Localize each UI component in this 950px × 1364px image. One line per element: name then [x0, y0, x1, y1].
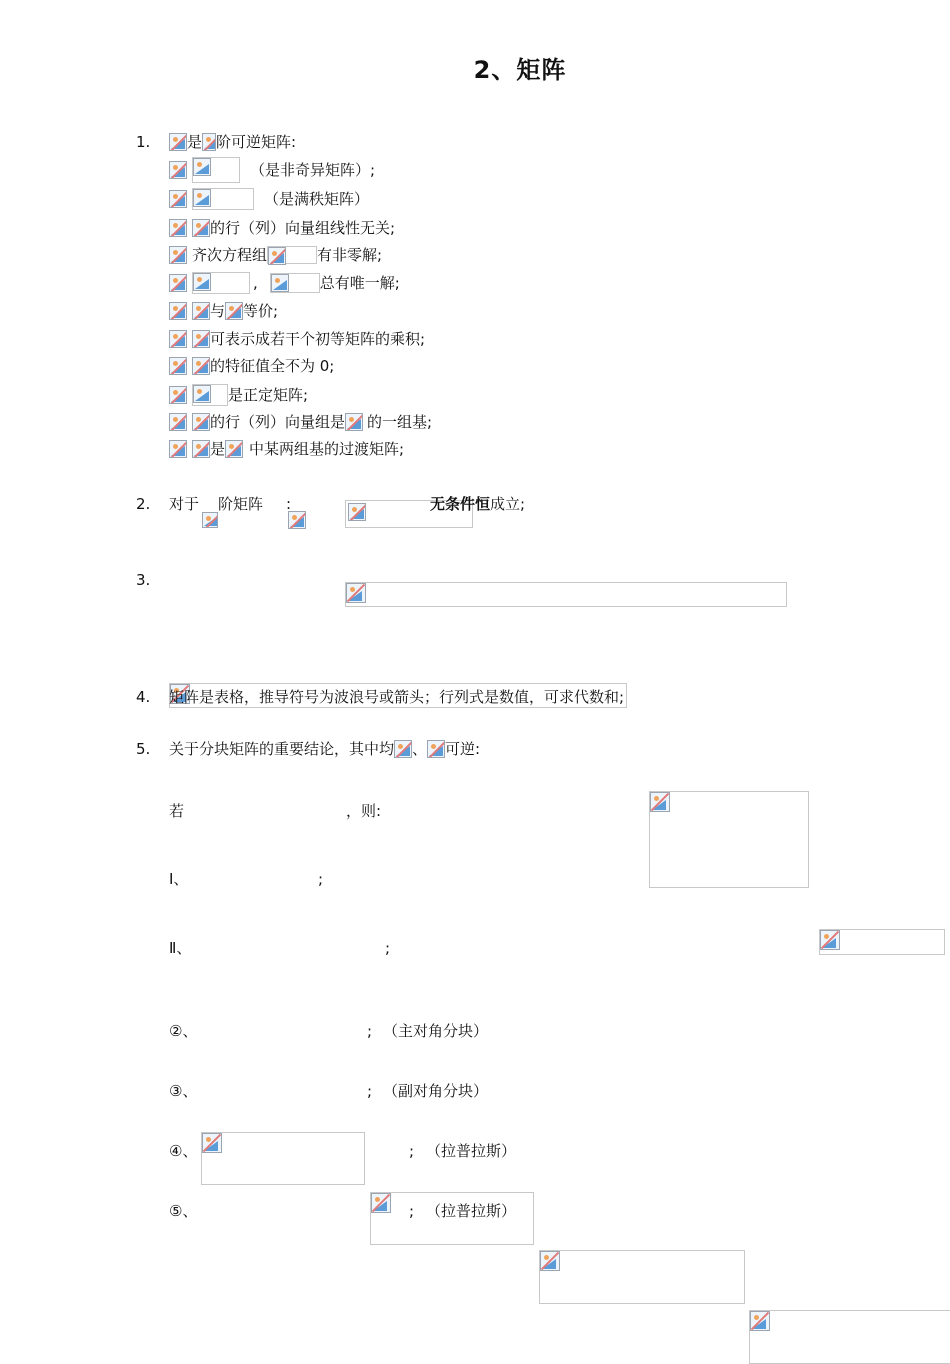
s1-line-11 — [169, 439, 404, 459]
item-number-5: 5. — [136, 740, 151, 758]
broken-image-icon — [345, 413, 365, 431]
s1-line-2 — [169, 188, 369, 210]
s5-ze: ，则: — [346, 802, 382, 820]
s1-line-7 — [169, 329, 425, 349]
s1-line-10-text-a: 的行（列）向量组是 — [210, 413, 346, 431]
s1-line-8 — [169, 356, 334, 376]
s1-line-11-text-b: 中某两组基的过渡矩阵; — [249, 440, 405, 458]
broken-image-icon — [427, 740, 445, 758]
formula-image — [192, 188, 254, 210]
s5-lead-text-a: 关于分块矩阵的重要结论，其中均 — [169, 740, 395, 758]
broken-image-icon — [394, 740, 412, 758]
broken-image-icon — [169, 357, 189, 375]
s1-lead — [169, 132, 296, 152]
s1-line-6-text-b: 等价; — [243, 302, 279, 320]
s5-label-5: ⑤、 — [169, 1202, 198, 1220]
s5-label-ii: Ⅱ、 — [169, 939, 192, 957]
broken-image-icon — [169, 413, 189, 431]
broken-image-icon — [192, 413, 210, 431]
s1-lead-text-a: 是 — [187, 133, 203, 151]
broken-image-icon — [192, 302, 210, 320]
s1-line-2-text: （是满秩矩阵） — [264, 190, 370, 208]
s5-semi-4: ; — [409, 1142, 415, 1160]
broken-image-icon — [192, 219, 210, 237]
broken-image-icon — [169, 133, 187, 151]
s2-text-c — [430, 494, 525, 514]
broken-image-icon — [192, 357, 210, 375]
formula-image — [192, 384, 228, 406]
s1-lead-text-b: 阶可逆矩阵: — [216, 133, 297, 151]
s1-line-9-text: 是正定矩阵; — [228, 386, 309, 404]
s5-ruo: 若 — [169, 802, 185, 820]
s2-bold: 无条件恒 — [430, 495, 491, 513]
formula-image — [267, 246, 317, 264]
broken-image-icon — [192, 440, 210, 458]
formula-image — [819, 929, 945, 955]
broken-image-icon — [225, 440, 245, 458]
s2-colon: : — [286, 495, 292, 513]
broken-image-icon — [202, 512, 218, 528]
s1-line-5-text: 总有唯一解; — [319, 274, 400, 292]
item-number-2: 2. — [136, 495, 151, 513]
s1-line-4-text-b: 有非零解; — [317, 246, 383, 264]
formula-image — [649, 791, 809, 888]
s5-label-2: ②、 — [169, 1022, 198, 1040]
s2-text-b: 阶矩阵 — [218, 495, 264, 513]
broken-image-icon — [169, 274, 189, 292]
s1-line-10-text-b: 的一组基; — [367, 413, 433, 431]
item-number-1: 1. — [136, 133, 151, 151]
s5-note-4: （拉普拉斯） — [426, 1142, 517, 1160]
formula-image — [192, 272, 250, 294]
s1-line-6-text-a: 与 — [210, 302, 226, 320]
broken-image-icon — [202, 133, 216, 151]
broken-image-icon — [169, 246, 189, 264]
s5-semi-ii: ; — [385, 939, 391, 957]
formula-image — [192, 157, 240, 183]
s5-lead-sep: 、 — [412, 740, 428, 758]
broken-image-icon — [169, 219, 189, 237]
broken-image-icon — [169, 190, 189, 208]
s5-note-3: （副对角分块） — [383, 1082, 489, 1100]
s5-label-i: Ⅰ、 — [169, 870, 189, 888]
broken-image-icon — [169, 302, 189, 320]
s5-semi-2: ; — [367, 1022, 373, 1040]
s5-label-4: ④、 — [169, 1142, 198, 1160]
formula-image — [345, 582, 787, 607]
s5-semi-i: ; — [318, 870, 324, 888]
s1-line-5 — [169, 272, 400, 294]
broken-image-icon — [225, 302, 243, 320]
page-title: 2、矩阵 — [473, 56, 567, 84]
s5-semi-3: ; — [367, 1082, 373, 1100]
s1-line-1 — [169, 157, 375, 183]
s5-label-3: ③、 — [169, 1082, 198, 1100]
s4-text: 矩阵是表格，推导符号为波浪号或箭头；行列式是数值，可求代数和; — [169, 688, 625, 706]
s1-line-4-text-a: 齐次方程组 — [192, 246, 268, 264]
s1-line-8-text: 的特征值全不为 0; — [210, 357, 335, 375]
broken-image-icon — [192, 330, 210, 348]
formula-image — [749, 1310, 950, 1364]
broken-image-icon — [169, 440, 189, 458]
broken-image-icon — [169, 161, 189, 179]
s1-line-11-text-a: 是 — [210, 440, 226, 458]
s5-lead-text-b: 可逆: — [445, 740, 481, 758]
s1-line-7-text: 可表示成若干个初等矩阵的乘积; — [210, 330, 426, 348]
s1-line-3 — [169, 218, 395, 238]
formula-image — [539, 1250, 745, 1304]
s2-text-d: 成立; — [490, 495, 526, 513]
item-number-4: 4. — [136, 688, 151, 706]
s5-semi-5: ; — [409, 1202, 415, 1220]
broken-image-icon — [169, 330, 189, 348]
s1-line-4 — [169, 245, 382, 265]
broken-image-icon — [169, 386, 189, 404]
s5-lead — [169, 739, 480, 759]
s1-line-5-comma: , — [253, 274, 258, 292]
s5-note-2: （主对角分块） — [383, 1022, 489, 1040]
formula-image — [270, 273, 320, 293]
s2-text-a: 对于 — [169, 495, 200, 513]
item-number-3: 3. — [136, 571, 151, 589]
s1-line-9 — [169, 384, 308, 406]
s5-note-5: （拉普拉斯） — [426, 1202, 517, 1220]
formula-image — [201, 1132, 365, 1185]
s1-line-1-text: （是非奇异矩阵）; — [250, 161, 376, 179]
s1-line-6 — [169, 301, 278, 321]
s1-line-10 — [169, 412, 432, 432]
s1-line-3-text: 的行（列）向量组线性无关; — [210, 219, 396, 237]
